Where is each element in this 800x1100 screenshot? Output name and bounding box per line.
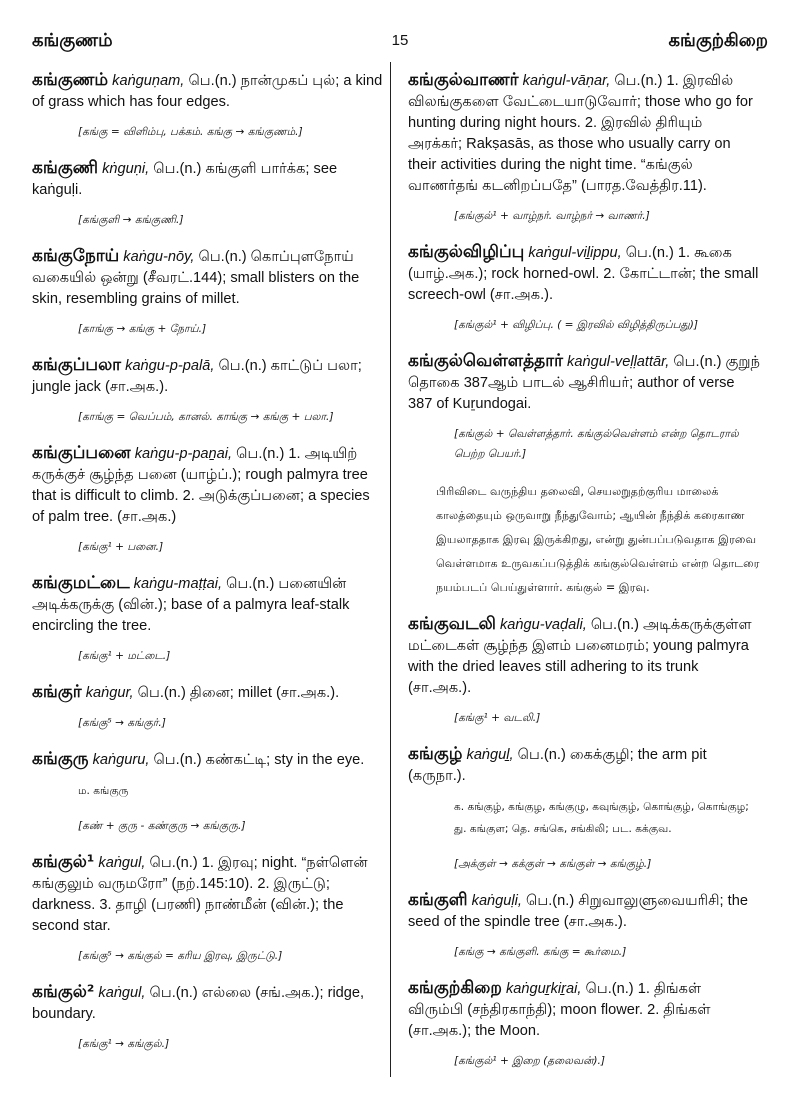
dictionary-entry (32, 573, 384, 637)
definition: பெ.(n.) தினை; millet (சா.அக.). (137, 685, 340, 701)
dictionary-entry (408, 614, 760, 699)
transliteration: kaṅguḻ, (466, 747, 514, 763)
running-head-left: கங்குணம் (32, 30, 113, 51)
etymology: [கங்குல்¹ + விழிப்பு. ( = இரவில் விழித்திருப்பது)] (454, 319, 699, 331)
transliteration: kaṅgul-vāṇar, (522, 73, 611, 89)
dictionary-entry (32, 158, 384, 201)
transliteration: kaṅgu-p-palā, (125, 358, 215, 374)
dictionary-entry (408, 890, 760, 933)
transliteration: kaṅgul-viḻippu, (528, 245, 622, 261)
definition: பெ.(n.) குறுந் தொகை 387ஆம் பாடல் ஆசிரியர்; author of verse 387 of Kuṟundogai. (408, 354, 760, 412)
etymology: [கங்குல்¹ + இறை (தலைவன்).] (454, 1055, 605, 1067)
explanatory-note: பிரிவிடை வருந்திய தலைவி, செயலறுதற்குரிய மாலைக் காலத்தையும் ஒருவாறு நீந்துவோம்; ஆயின் நீந்திக் கரைகாண இயலாததாக இரவு இருக்கிறது, என்று துன்பப்படுவதாக இரவை வெள்ளமாக உருவகப்படுத்திக் கங்குல்வெள்ளம் என்ற தொடரை நயம்படப் பெய்துள்ளார். கங்குல் = இரவு. (436, 485, 760, 594)
headword: கங்குப்பலா (32, 355, 122, 375)
dictionary-entry (408, 242, 760, 306)
dictionary-entry (408, 744, 760, 787)
definition: பெ.(n.) காட்டுப் பலா; jungle jack (சா.அக.). (32, 358, 362, 395)
definition: பெ.(n.) கைக்குழி; the arm pit (கருநா.). (408, 747, 707, 784)
headword: கங்குரு (32, 749, 89, 769)
transliteration: kaṅgu-nōy, (123, 249, 195, 265)
headword: கங்குழ் (408, 744, 463, 764)
headword: கங்குல்விழிப்பு (408, 242, 525, 262)
headword: கங்குல்² (32, 982, 95, 1002)
definition: பெ.(n.) அடிக்கருக்குள்ள மட்டைகள் சூழ்ந்த இளம் பனைமரம்; young palmyra with the dried leaves still adhering to its trunk (சா.அக.). (408, 617, 752, 696)
headword: கங்குணி (32, 158, 99, 178)
dictionary-entry (32, 682, 384, 704)
dictionary-entry (32, 852, 384, 937)
running-head-right: கங்குற்கிறை (668, 30, 768, 51)
dictionary-entry (32, 246, 384, 310)
dictionary-entry (408, 70, 760, 197)
definition: பெ.(n.) பனையின் அடிக்கருக்கு (வின்.); base of a palmyra leaf-stalk encircling the tree. (32, 576, 350, 634)
headword: கங்குல்வெள்ளத்தார் (408, 351, 563, 371)
transliteration: kaṅgu-vaḍali, (499, 617, 587, 633)
transliteration: kaṅgul-veḷḷattār, (567, 354, 670, 370)
dictionary-entry (32, 982, 384, 1025)
transliteration: kaṅgu-p-paṉai, (134, 446, 233, 462)
definition: பெ.(n.) 1. கூகை (யாழ்.அக.); rock horned-owl. 2. கோட்டான்; the small screech-owl (சா.அக.). (408, 245, 759, 303)
transliteration: kaṅgul, (98, 855, 146, 871)
headword: கங்குமட்டை (32, 573, 130, 593)
etymology: [கங்கு¹ + வடலி.] (454, 712, 541, 724)
right-column (408, 70, 760, 1087)
definition: பெ.(n.) கங்குளி பார்க்க; see kaṅguḷi. (32, 161, 338, 198)
etymology: [கங்கு → கங்குளி. கங்கு = கூர்மை.] (454, 946, 627, 958)
etymology: [கங்குளி → கங்குணி.] (78, 214, 184, 226)
definition: பெ.(n.) 1. இரவு; night. “நள்ளென் கங்குலும் வருமரோ” (நற்.145:10). 2. இருட்டு; darkness. 3. தாழி (பரணி) நாண்மீன் (வின்.); the second star. (32, 855, 368, 934)
etymology: [கங்கு¹ → கங்குல்.] (78, 1038, 170, 1050)
transliteration: kṅguṇi, (102, 161, 150, 177)
etymology: [கங்குல் + வெள்ளத்தார். கங்குல்வெள்ளம் என்ற தொடரால் பெற்ற பெயர்.] (454, 428, 739, 460)
headword: கங்குவடலி (408, 614, 496, 634)
headword: கங்குப்பனை (32, 443, 131, 463)
headword: கங்குல்வாணர் (408, 70, 519, 90)
transliteration: kaṅgul, (98, 985, 146, 1001)
etymology: [கங்கு = விளிம்பு, பக்கம். கங்கு → கங்குணம்.] (78, 126, 303, 138)
headword: கங்குநோய் (32, 246, 120, 266)
definition: பெ.(n.) 1. இரவில் விலங்குகளை வேட்டையாடுவோர்; those who go for hunting during night hours. 2. இரவில் திரியும் அரக்கர்; Rakṣasās, as those who usually carry on their activities during the night time. “கங்குல் வாணர்தங் கடனிறப்பதே” (பாரத.வேத்திர.11). (408, 73, 753, 194)
headword: கங்குற்கிறை (408, 978, 502, 998)
definition: பெ.(n.) எல்லை (சங்.அக.); ridge, boundary. (32, 985, 365, 1022)
headword: கங்குளி (408, 890, 468, 910)
headword: கங்குணம் (32, 70, 109, 90)
definition: பெ.(n.) கொப்புளநோய் வகையில் ஒன்று (சீவரட்.144); small blisters on the skin, resembling grains of millet. (32, 249, 360, 307)
dictionary-entry (408, 351, 760, 415)
column-divider (390, 62, 391, 1077)
etymology: [கங்கு¹ + பனை.] (78, 541, 164, 553)
dictionary-entry (32, 749, 384, 771)
definition: பெ.(n.) சிறுவாலுளுவையரிசி; the seed of the spindle tree (சா.அக.). (408, 893, 748, 930)
page-header (30, 30, 770, 56)
transliteration: kaṅgu-maṭṭai, (133, 576, 223, 592)
transliteration: kaṅguru, (92, 752, 150, 768)
etymology: [கங்கு⁵ → கங்குல் = கரிய இரவு, இருட்டு.] (78, 950, 283, 962)
transliteration: kaṅgur, (85, 685, 134, 701)
definition: பெ.(n.) 1. அடியிற் கருக்குச் சூழ்ந்த பனை (யாழ்ப்.); rough palmyra tree that is difficult to climb. 2. அடுக்குப்பனை; a species of palm tree. (சா.அக.) (32, 446, 370, 525)
etymology: [காங்கு → கங்கு + நோய்.] (78, 323, 207, 335)
cognate-note: க. கங்குழ், கங்குழ, கங்குழு, கவுங்குழ், கொங்குழ், கொங்குழ; து. கங்குள; தெ. சங்கெ, சங்கிலி; பட. கக்குவ. (454, 801, 749, 835)
definition: பெ.(n.) 1. திங்கள் விரும்பி (சந்திரகாந்தி); moon flower. 2. திங்கள் (சா.அக.); the Moon. (408, 981, 711, 1039)
transliteration: kaṅguḷi, (471, 893, 522, 909)
etymology: [அக்குள் → கக்குள் → கங்குள் → கங்குழ்.] (454, 858, 652, 870)
dictionary-entry (32, 355, 384, 398)
headword: கங்குல்¹ (32, 852, 95, 872)
etymology: [கங்கு⁵ → கங்குர்.] (78, 717, 166, 729)
etymology: [காங்கு = வெப்பம், கானல். காங்கு → கங்கு + பலா.] (78, 411, 334, 423)
definition: பெ.(n.) கண்கட்டி; sty in the eye. (153, 752, 365, 768)
etymology: [கண் + குரு - கண்குரு → கங்குரு.] (78, 820, 246, 832)
transliteration: kaṅguṟkiṟai, (506, 981, 582, 997)
headword: கங்குர் (32, 682, 82, 702)
cognate-note: ம. கங்குரு (78, 785, 129, 797)
dictionary-entry (408, 978, 760, 1042)
transliteration: kaṅguṇam, (112, 73, 185, 89)
page-number: 15 (391, 32, 409, 49)
etymology: [கங்குல்¹ + வாழ்நர். வாழ்நர் → வாணர்.] (454, 210, 650, 222)
definition: பெ.(n.) நான்முகப் புல்; a kind of grass which has four edges. (32, 73, 383, 110)
left-column (32, 70, 384, 1070)
etymology: [கங்கு¹ + மட்டை.] (78, 650, 171, 662)
dictionary-entry (32, 70, 384, 113)
dictionary-entry (32, 443, 384, 528)
